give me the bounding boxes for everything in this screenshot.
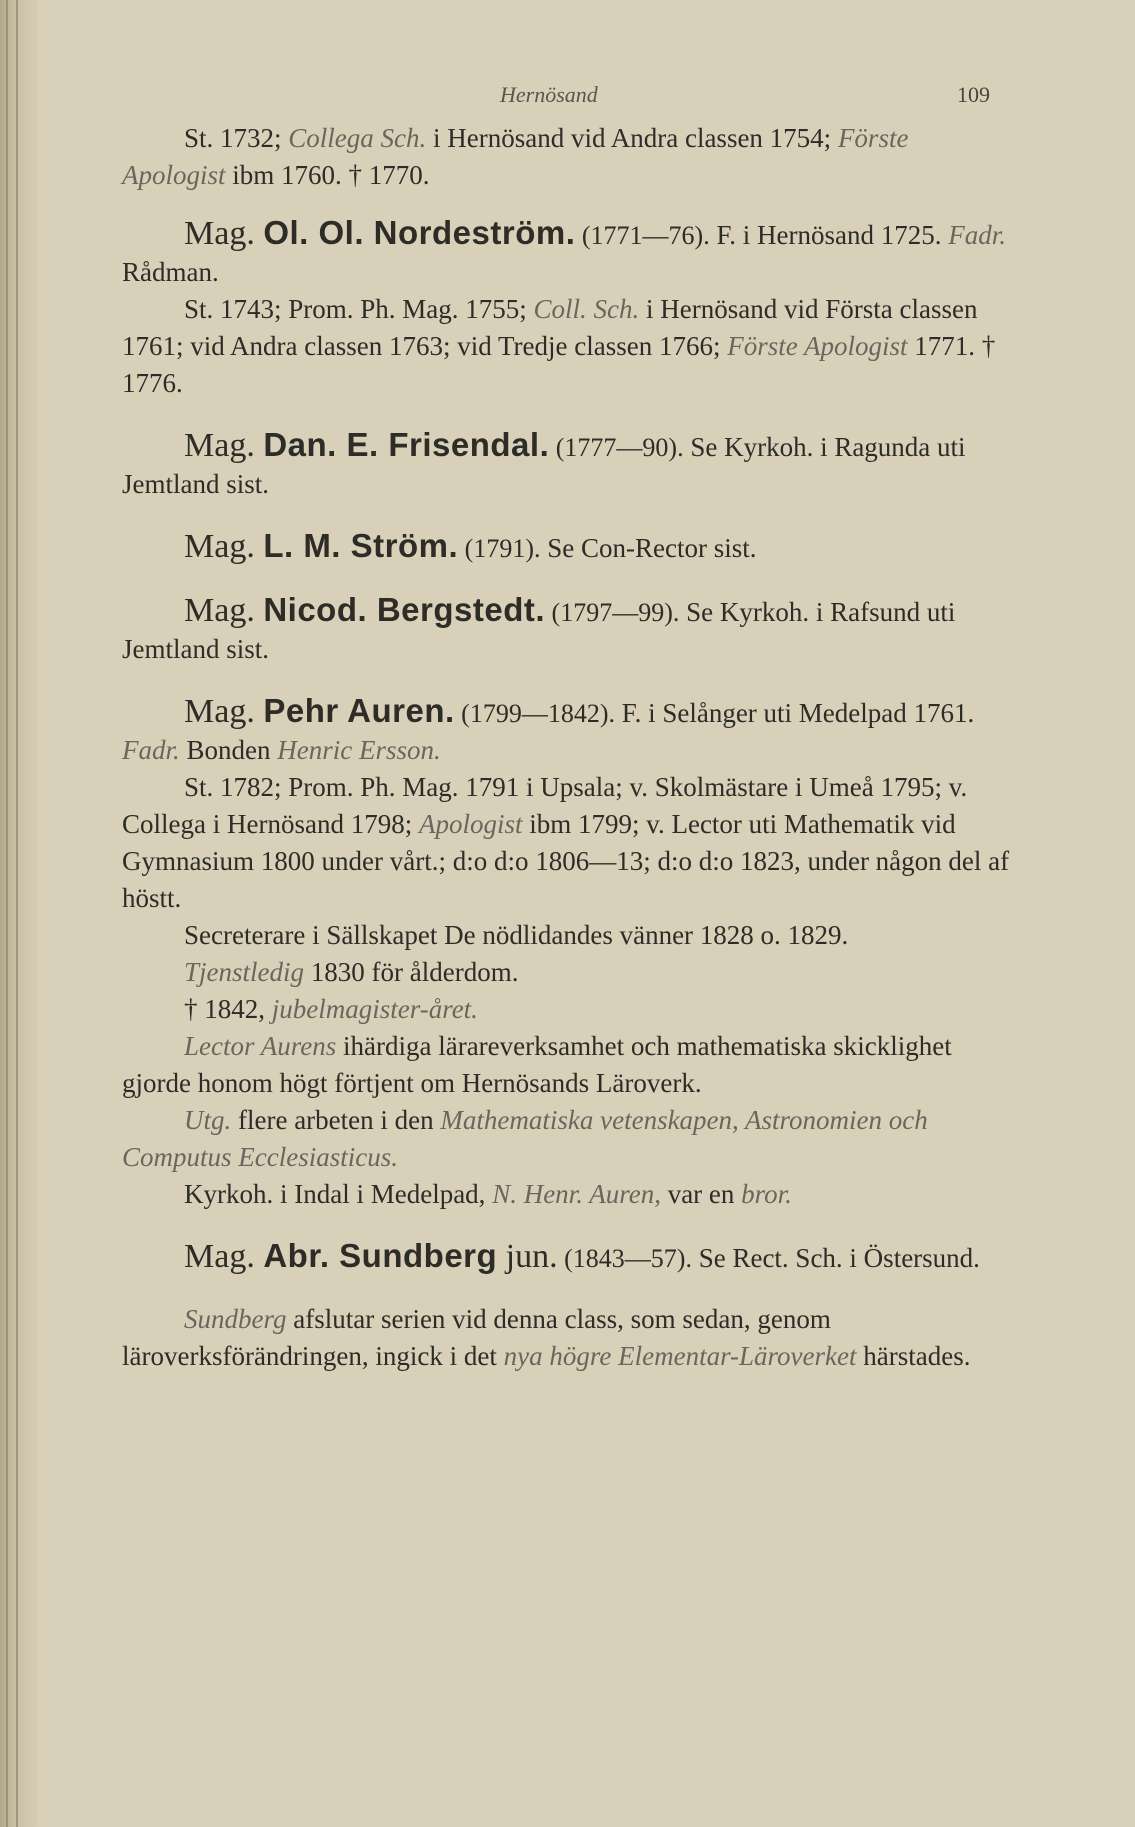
page-body <box>122 120 1012 1399</box>
entry-strom <box>122 527 1012 567</box>
career-line: St. 1732; Collega Sch. i Hernösand vid Andra classen 1754; Förste Apologist ibm 1760. † 1770. <box>122 123 909 190</box>
entry-sundberg <box>122 1237 1012 1277</box>
person-name: Abr. Sundberg <box>263 1237 498 1274</box>
works-text: Utg. flere arbeten i den Mathematiska vetenskapen, Astronomien och Computus Ecclesiasticus. <box>122 1105 928 1172</box>
closing-text: Sundberg afslutar serien vid denna class, som sedan, genom läroverksförändringen, ingick i det nya högre Elementar-Läroverket härstades. <box>122 1304 971 1371</box>
running-title: Hernösand <box>500 82 598 107</box>
entry-heading: Mag. Pehr Auren. (1799—1842). F. i Selånger uti Medelpad 1761. Fadr. Bonden Henric Ersson. <box>122 692 975 765</box>
career-text: St. 1743; Prom. Ph. Mag. 1755; Coll. Sch. i Hernösand vid Första classen 1761; vid Andra classen 1763; vid Tredje classen 1766; Förste Apologist 1771. † 1776. <box>122 294 996 398</box>
person-name: Pehr Auren. <box>263 692 455 729</box>
career-text: St. 1782; Prom. Ph. Mag. 1791 i Upsala; v. Skolmästare i Umeå 1795; v. Collega i Hernösand 1798; Apologist ibm 1799; v. Lector uti Mathematik vid Gymnasium 1800 under vårt.; d:o d:o 1806—13; d:o d:o 1823, under någon del af höstt. <box>122 772 1010 913</box>
person-name: Nicod. Bergstedt. <box>263 591 546 628</box>
entry-heading: Mag. Abr. Sundberg jun. (1843—57). Se Rect. Sch. i Östersund. <box>184 1237 980 1275</box>
book-spine-shadow <box>0 0 38 1827</box>
entry-continuation <box>122 120 1012 194</box>
spine-edge-line <box>6 0 8 1827</box>
entry-heading: Mag. Dan. E. Frisendal. (1777—90). Se Kyrkoh. i Ragunda uti Jemtland sist. <box>122 426 966 499</box>
closing-note <box>122 1301 1012 1375</box>
entry-auren <box>122 692 1012 1213</box>
leave-text: Tjenstledig 1830 för ålderdom. <box>184 957 519 987</box>
page-header <box>130 74 990 114</box>
praise-text: Lector Aurens ihärdiga lärareverksamhet och mathematiska skicklighet gjorde honom högt förtjent om Hernösands Läroverk. <box>122 1031 952 1098</box>
person-name: Dan. E. Frisendal. <box>263 426 550 463</box>
entry-heading: Mag. Nicod. Bergstedt. (1797—99). Se Kyrkoh. i Rafsund uti Jemtland sist. <box>122 591 956 664</box>
spine-edge-line <box>16 0 18 1827</box>
person-name: Ol. Ol. Nordeström. <box>263 214 576 251</box>
person-name: L. M. Ström. <box>263 527 459 564</box>
entry-frisendal <box>122 426 1012 503</box>
entry-nordestrom <box>122 214 1012 402</box>
secretary-text: Secreterare i Sällskapet De nödlidandes vänner 1828 o. 1829. <box>184 920 849 950</box>
entry-bergstedt <box>122 591 1012 668</box>
page-number: 109 <box>957 82 990 107</box>
entry-heading: Mag. L. M. Ström. (1791). Se Con-Rector sist. <box>184 527 757 565</box>
death-text: † 1842, jubelmagister-året. <box>184 994 478 1024</box>
kin-text: Kyrkoh. i Indal i Medelpad, N. Henr. Auren, var en bror. <box>184 1179 792 1209</box>
entry-heading: Mag. Ol. Ol. Nordeström. (1771—76). F. i Hernösand 1725. Fadr. Rådman. <box>122 214 1007 287</box>
